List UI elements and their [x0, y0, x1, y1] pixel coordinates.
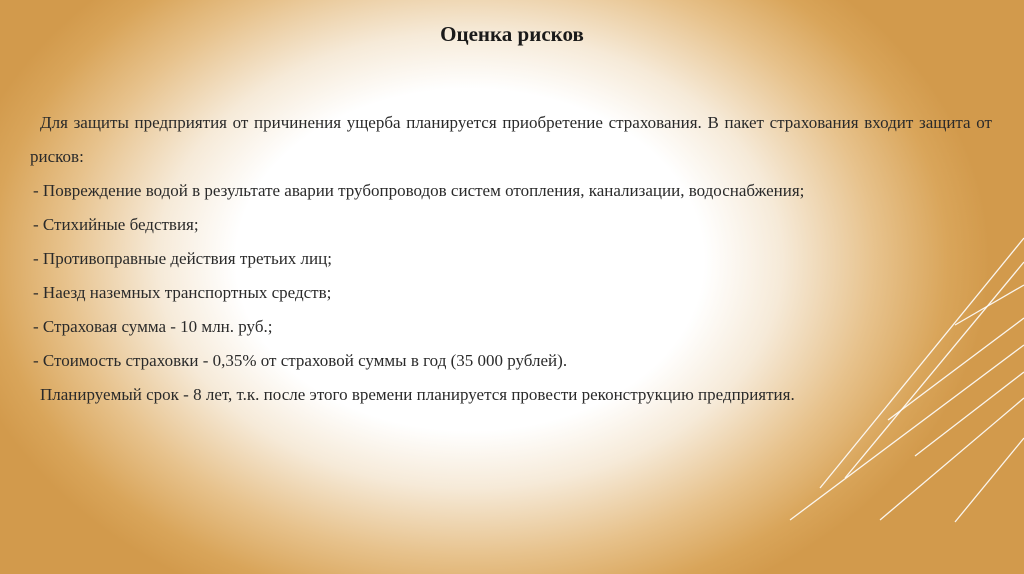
deco-line [790, 345, 1024, 520]
deco-line [955, 285, 1024, 325]
risk-item-natural-disasters: - Стихийные бедствия; [33, 215, 199, 234]
deco-line [955, 438, 1024, 522]
deco-line [888, 318, 1024, 420]
insurance-cost-item: - Стоимость страховки - 0,35% от страховой суммы в год (35 000 рублей). [33, 351, 568, 370]
slide-title: Оценка рисков [440, 22, 584, 46]
closing-paragraph: Планируемый срок - 8 лет, т.к. после этого времени планируется провести реконструкцию предприятия. [40, 385, 795, 404]
insured-sum-item: - Страховая сумма - 10 млн. руб.; [33, 317, 273, 336]
risk-item-vehicle-collision: - Наезд наземных транспортных средств; [33, 283, 332, 302]
risk-item-water-damage: - Повреждение водой в результате аварии трубопроводов систем отопления, канализации, водоснабжения; [33, 181, 805, 200]
deco-line [845, 262, 1024, 478]
deco-line [880, 398, 1024, 520]
intro-paragraph: Для защиты предприятия от причинения ущерба планируется приобретение страхования. В пакет страхования входит защита от рисков: [30, 113, 992, 166]
risk-item-third-party: - Противоправные действия третьих лиц; [33, 249, 332, 268]
